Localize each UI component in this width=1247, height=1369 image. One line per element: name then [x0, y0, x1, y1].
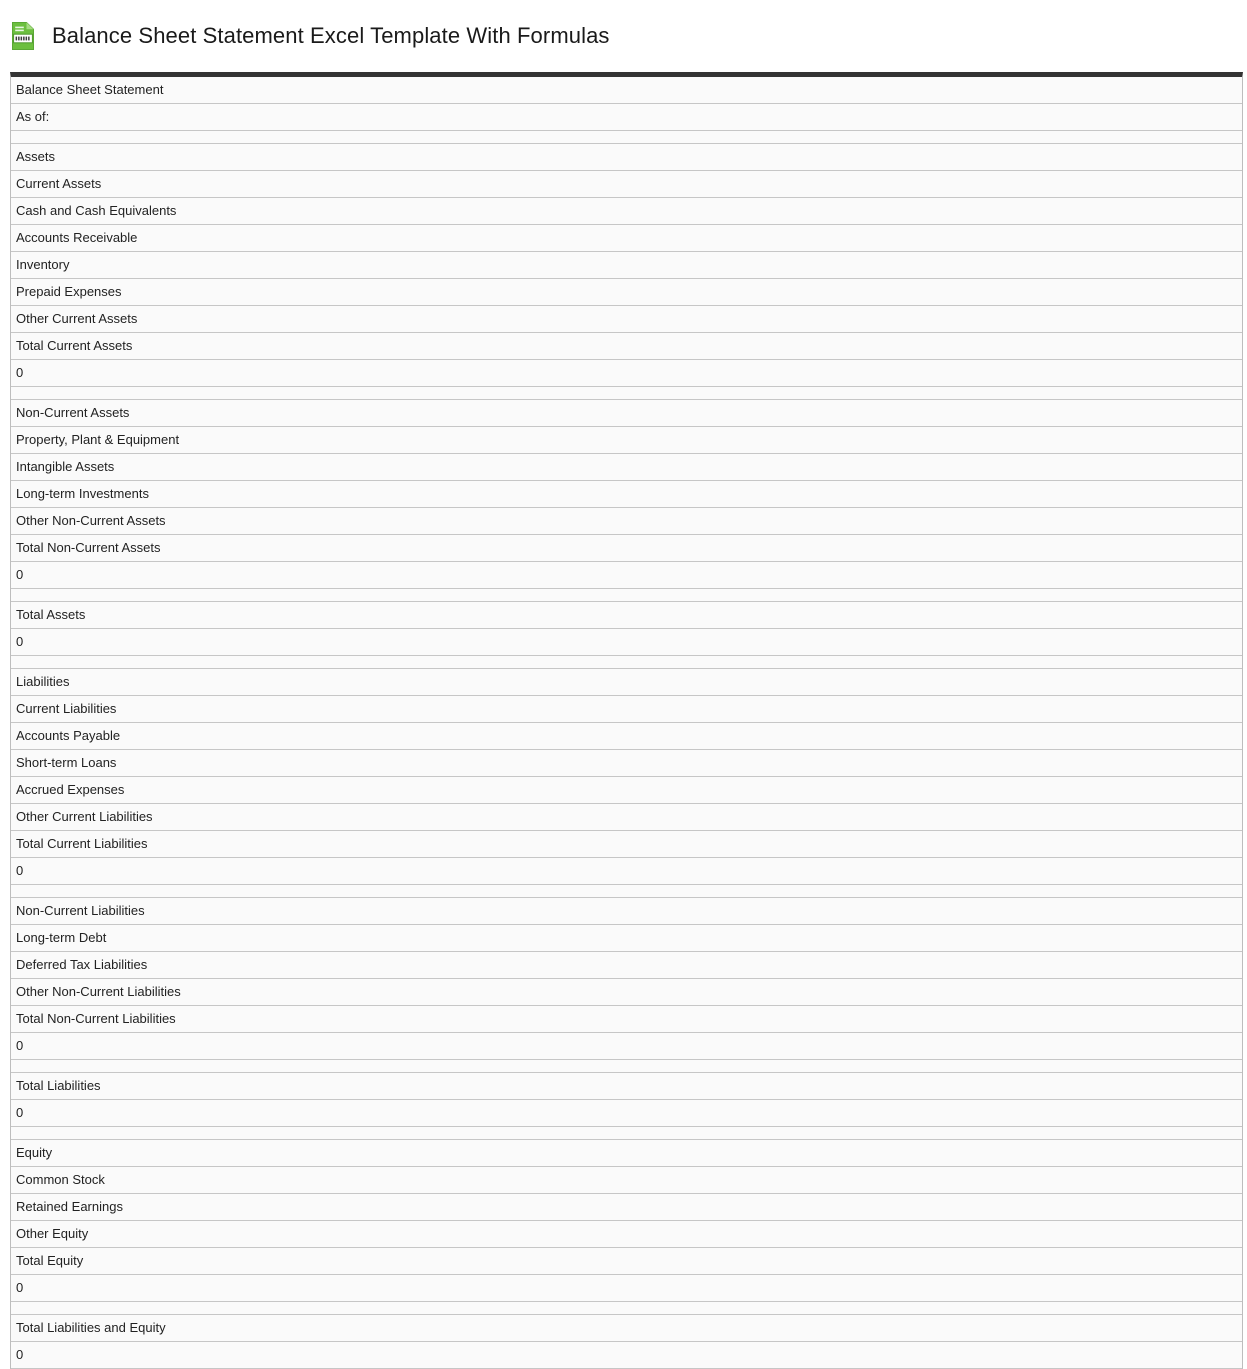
sheet-cell-label[interactable]: Current Assets: [11, 171, 1242, 198]
sheet-cell-label[interactable]: Other Non-Current Assets: [11, 508, 1242, 535]
page-title: Balance Sheet Statement Excel Template With Formulas: [52, 23, 610, 48]
sheet-row[interactable]: [11, 481, 1242, 508]
sheet-row[interactable]: [11, 1342, 1242, 1369]
sheet-cell-label[interactable]: Intangible Assets: [11, 454, 1242, 481]
sheet-spacer-row[interactable]: [11, 1060, 1242, 1073]
sheet-cell-label[interactable]: As of:: [11, 104, 1242, 131]
sheet-spacer-row[interactable]: [11, 885, 1242, 898]
sheet-row[interactable]: [11, 1315, 1242, 1342]
sheet-cell-label[interactable]: 0: [11, 1100, 1242, 1127]
sheet-cell-label[interactable]: 0: [11, 1275, 1242, 1302]
sheet-row[interactable]: [11, 306, 1242, 333]
sheet-row[interactable]: [11, 454, 1242, 481]
sheet-row[interactable]: [11, 602, 1242, 629]
sheet-cell-label[interactable]: Current Liabilities: [11, 696, 1242, 723]
sheet-cell-label[interactable]: 0: [11, 858, 1242, 885]
sheet-cell-label[interactable]: Prepaid Expenses: [11, 279, 1242, 306]
sheet-cell-label[interactable]: Property, Plant & Equipment: [11, 427, 1242, 454]
sheet-cell-label[interactable]: Liabilities: [11, 669, 1242, 696]
sheet-row[interactable]: [11, 427, 1242, 454]
sheet-cell-label[interactable]: Long-term Investments: [11, 481, 1242, 508]
sheet-cell-label[interactable]: Common Stock: [11, 1167, 1242, 1194]
sheet-row[interactable]: [11, 858, 1242, 885]
sheet-row[interactable]: [11, 1073, 1242, 1100]
sheet-cell-label[interactable]: Total Liabilities: [11, 1073, 1242, 1100]
sheet-cell-label[interactable]: Accrued Expenses: [11, 777, 1242, 804]
sheet-cell-label[interactable]: Short-term Loans: [11, 750, 1242, 777]
sheet-cell-label[interactable]: Other Current Assets: [11, 306, 1242, 333]
sheet-cell-label[interactable]: Cash and Cash Equivalents: [11, 198, 1242, 225]
sheet-row[interactable]: [11, 696, 1242, 723]
sheet-empty-cell[interactable]: [11, 1127, 1242, 1140]
sheet-row[interactable]: [11, 979, 1242, 1006]
sheet-cell-label[interactable]: Non-Current Liabilities: [11, 898, 1242, 925]
sheet-cell-label[interactable]: Other Current Liabilities: [11, 804, 1242, 831]
sheet-cell-label[interactable]: Total Equity: [11, 1248, 1242, 1275]
sheet-row[interactable]: [11, 1275, 1242, 1302]
sheet-row[interactable]: [11, 360, 1242, 387]
sheet-row[interactable]: [11, 225, 1242, 252]
sheet-cell-label[interactable]: Other Non-Current Liabilities: [11, 979, 1242, 1006]
sheet-cell-label[interactable]: Long-term Debt: [11, 925, 1242, 952]
sheet-cell-label[interactable]: 0: [11, 1342, 1242, 1369]
sheet-empty-cell[interactable]: [11, 1302, 1242, 1315]
sheet-empty-cell[interactable]: [11, 656, 1242, 669]
sheet-spacer-row[interactable]: [11, 1127, 1242, 1140]
sheet-spacer-row[interactable]: [11, 387, 1242, 400]
balance-sheet-table-body: [11, 77, 1242, 1369]
sheet-cell-label[interactable]: Inventory: [11, 252, 1242, 279]
sheet-row[interactable]: [11, 1100, 1242, 1127]
sheet-cell-label[interactable]: Other Equity: [11, 1221, 1242, 1248]
sheet-cell-label[interactable]: Non-Current Assets: [11, 400, 1242, 427]
balance-sheet-table: [11, 77, 1242, 1369]
sheet-row[interactable]: [11, 669, 1242, 696]
sheet-empty-cell[interactable]: [11, 589, 1242, 602]
sheet-row[interactable]: [11, 1006, 1242, 1033]
sheet-row[interactable]: [11, 171, 1242, 198]
sheet-row[interactable]: [11, 723, 1242, 750]
sheet-empty-cell[interactable]: [11, 885, 1242, 898]
sheet-row[interactable]: [11, 952, 1242, 979]
sheet-row[interactable]: [11, 925, 1242, 952]
sheet-spacer-row[interactable]: [11, 1302, 1242, 1315]
sheet-cell-label[interactable]: Total Non-Current Liabilities: [11, 1006, 1242, 1033]
xls-file-icon: [12, 22, 34, 50]
sheet-row[interactable]: [11, 1194, 1242, 1221]
sheet-cell-label[interactable]: Total Assets: [11, 602, 1242, 629]
sheet-row[interactable]: [11, 777, 1242, 804]
sheet-row[interactable]: [11, 535, 1242, 562]
sheet-empty-cell[interactable]: [11, 1060, 1242, 1073]
sheet-cell-label[interactable]: Equity: [11, 1140, 1242, 1167]
sheet-row[interactable]: [11, 279, 1242, 306]
sheet-row[interactable]: [11, 804, 1242, 831]
sheet-row[interactable]: [11, 252, 1242, 279]
sheet-row[interactable]: [11, 1033, 1242, 1060]
sheet-spacer-row[interactable]: [11, 656, 1242, 669]
sheet-row[interactable]: [11, 831, 1242, 858]
sheet-row[interactable]: [11, 400, 1242, 427]
sheet-row[interactable]: [11, 1167, 1242, 1194]
sheet-cell-label[interactable]: Total Current Assets: [11, 333, 1242, 360]
sheet-empty-cell[interactable]: [11, 131, 1242, 144]
sheet-row[interactable]: [11, 198, 1242, 225]
spreadsheet-container[interactable]: [10, 72, 1243, 1369]
sheet-row[interactable]: [11, 1140, 1242, 1167]
sheet-cell-label[interactable]: Assets: [11, 144, 1242, 171]
sheet-cell-label[interactable]: Total Non-Current Assets: [11, 535, 1242, 562]
sheet-row[interactable]: [11, 1248, 1242, 1275]
sheet-row[interactable]: [11, 508, 1242, 535]
sheet-cell-label[interactable]: 0: [11, 360, 1242, 387]
sheet-empty-cell[interactable]: [11, 387, 1242, 400]
sheet-cell-label[interactable]: Deferred Tax Liabilities: [11, 952, 1242, 979]
document-header: [0, 0, 1247, 72]
sheet-cell-label[interactable]: Balance Sheet Statement: [11, 77, 1242, 104]
sheet-spacer-row[interactable]: [11, 131, 1242, 144]
sheet-row[interactable]: [11, 333, 1242, 360]
sheet-row[interactable]: [11, 144, 1242, 171]
sheet-row[interactable]: [11, 1221, 1242, 1248]
sheet-cell-label[interactable]: Total Liabilities and Equity: [11, 1315, 1242, 1342]
sheet-cell-label[interactable]: 0: [11, 629, 1242, 656]
sheet-row[interactable]: [11, 750, 1242, 777]
sheet-cell-label[interactable]: 0: [11, 562, 1242, 589]
sheet-row[interactable]: [11, 898, 1242, 925]
sheet-cell-label[interactable]: Accounts Receivable: [11, 225, 1242, 252]
sheet-cell-label[interactable]: Total Current Liabilities: [11, 831, 1242, 858]
sheet-cell-label[interactable]: Retained Earnings: [11, 1194, 1242, 1221]
sheet-row[interactable]: [11, 629, 1242, 656]
sheet-row[interactable]: [11, 104, 1242, 131]
sheet-row[interactable]: [11, 77, 1242, 104]
sheet-spacer-row[interactable]: [11, 589, 1242, 602]
sheet-cell-label[interactable]: 0: [11, 1033, 1242, 1060]
sheet-row[interactable]: [11, 562, 1242, 589]
sheet-cell-label[interactable]: Accounts Payable: [11, 723, 1242, 750]
